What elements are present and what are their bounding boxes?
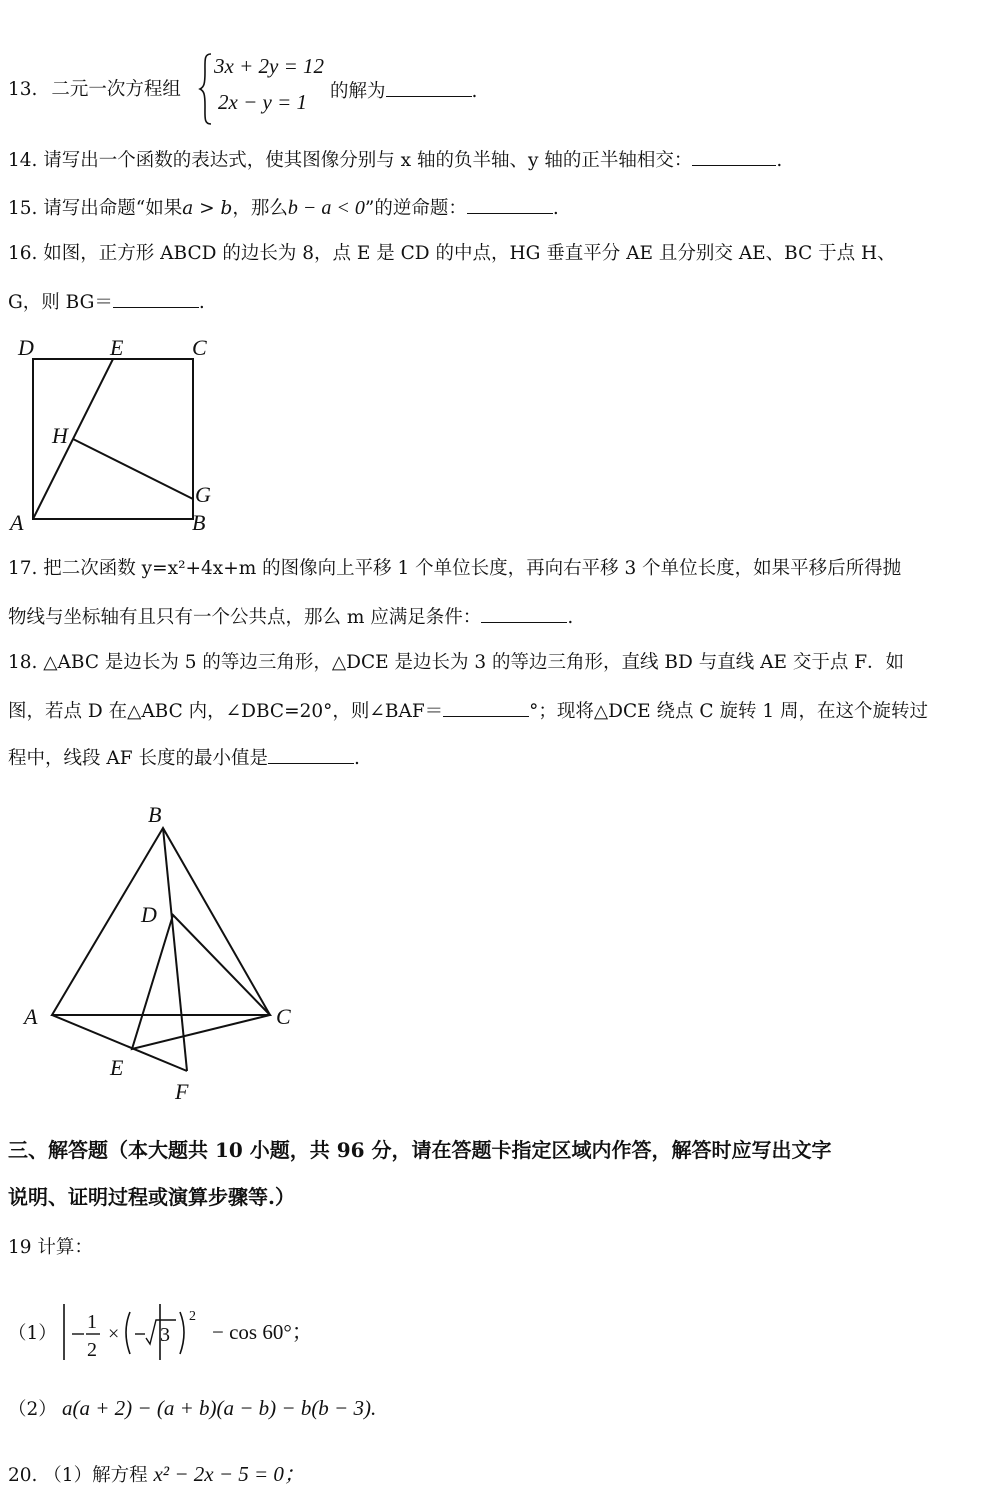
question-13 bbox=[8, 78, 181, 102]
equation-2: 2x − y = 1 bbox=[218, 90, 307, 114]
question-18-line-3 bbox=[8, 745, 360, 771]
label-b: B bbox=[148, 802, 162, 827]
svg-text:×: × bbox=[108, 1323, 120, 1345]
q20-expression: x² − 2x − 5 = 0； bbox=[153, 1462, 305, 1486]
q18-ask-1: 图，若点 D 在△ABC 内，∠DBC=20°，则∠BAF＝ bbox=[8, 701, 444, 722]
equation-system bbox=[198, 52, 338, 126]
q18-ask-2: °；现将△DCE 绕点 C 旋转 1 周，在这个旋转过 bbox=[529, 701, 928, 722]
q15-post: ”的逆命题： bbox=[364, 198, 467, 219]
q19-part-1-expression bbox=[58, 1298, 208, 1366]
q13-blank[interactable] bbox=[386, 78, 472, 97]
q15-end: . bbox=[552, 198, 559, 219]
section-3-heading-line-2: 说明、证明过程或演算步骤等.） bbox=[8, 1185, 295, 1209]
question-17-line-1: 17. 把二次函数 y=x²+4x+m 的图像向上平移 1 个单位长度，再向右平移 3 个单位长度，如果平移后所得抛 bbox=[8, 558, 902, 579]
q14-end: . bbox=[776, 150, 783, 171]
square-figure bbox=[0, 330, 240, 540]
label-e: E bbox=[110, 1055, 124, 1080]
q18-ask-3: 程中，线段 AF 长度的最小值是 bbox=[8, 748, 268, 769]
left-brace-icon bbox=[198, 52, 214, 126]
question-16-line-2 bbox=[8, 289, 205, 315]
section-3-heading-line-1: 三、解答题（本大题共 10 小题，共 96 分，请在答题卡指定区域内作答，解答时应写出文字 bbox=[8, 1138, 832, 1162]
q15-blank[interactable] bbox=[467, 195, 553, 214]
triangle-figure bbox=[0, 795, 340, 1110]
q19-part-1-label: （1） bbox=[8, 1323, 57, 1344]
q16-end: . bbox=[198, 292, 205, 313]
q16-ask: G，则 BG＝ bbox=[8, 292, 113, 313]
question-18-line-2 bbox=[8, 698, 928, 724]
label-f: F bbox=[175, 1079, 189, 1104]
q17-end: . bbox=[567, 607, 574, 628]
q15-conclusion: b − a < 0 bbox=[287, 197, 365, 219]
q15-pre: 15. 请写出命题“如果 bbox=[8, 198, 183, 219]
q13-text: 二元一次方程组 bbox=[51, 79, 181, 100]
q19-part-2-expression: a(a + 2) − (a + b)(a − b) − b(b − 3). bbox=[62, 1396, 377, 1420]
q13-after: 的解为 bbox=[330, 81, 386, 102]
q14-blank[interactable] bbox=[692, 147, 776, 166]
q17-blank[interactable] bbox=[481, 604, 567, 623]
q18-blank-2[interactable] bbox=[268, 745, 354, 764]
question-18-line-1: 18. △ABC 是边长为 5 的等边三角形，△DCE 是边长为 3 的等边三角形，直线 BD 与直线 AE 交于点 F．如 bbox=[8, 652, 905, 673]
label-a: A bbox=[24, 1004, 38, 1029]
q19-part-2-label: （2） bbox=[8, 1399, 57, 1420]
question-14 bbox=[8, 147, 782, 173]
triangle-abc bbox=[52, 828, 270, 1015]
question-19-head: 19 计算： bbox=[8, 1237, 93, 1258]
svg-text:2: 2 bbox=[189, 1309, 196, 1324]
q13-end: . bbox=[471, 81, 478, 102]
svg-text:1: 1 bbox=[87, 1311, 97, 1333]
question-17-line-2 bbox=[8, 604, 573, 630]
q17-ask: 物线与坐标轴有且只有一个公共点，那么 m 应满足条件： bbox=[8, 607, 482, 628]
question-15 bbox=[8, 195, 559, 221]
label-d: D bbox=[18, 335, 34, 360]
q15-condition: a > b bbox=[182, 198, 233, 219]
question-16-line-1: 16. 如图，正方形 ABCD 的边长为 8，点 E 是 CD 的中点，HG 垂直平分 AE 且分别交 AE、BC 于点 H、 bbox=[8, 243, 896, 264]
label-c: C bbox=[192, 335, 207, 360]
segment-hg bbox=[73, 439, 193, 499]
q13-answer-line bbox=[330, 78, 477, 104]
q14-text: 14. 请写出一个函数的表达式，使其图像分别与 x 轴的负半轴、y 轴的正半轴相交： bbox=[8, 150, 693, 171]
q18-blank-1[interactable] bbox=[443, 698, 529, 717]
question-20 bbox=[8, 1462, 305, 1488]
svg-text:3: 3 bbox=[160, 1324, 170, 1346]
label-d: D bbox=[141, 902, 157, 927]
q20-head: 20. （1）解方程 bbox=[8, 1465, 148, 1486]
q19-part-1-tail: − cos 60°； bbox=[212, 1320, 313, 1344]
q15-mid: ，那么 bbox=[232, 198, 288, 219]
svg-text:2: 2 bbox=[87, 1339, 97, 1361]
label-h: H bbox=[52, 423, 68, 448]
label-g: G bbox=[195, 482, 211, 507]
triangle-dce bbox=[132, 915, 270, 1049]
label-c: C bbox=[276, 1004, 291, 1029]
q18-end: . bbox=[353, 748, 360, 769]
label-e: E bbox=[110, 335, 124, 360]
q16-blank[interactable] bbox=[113, 289, 199, 308]
q13-number: 13. bbox=[8, 79, 38, 100]
label-a: A bbox=[10, 510, 24, 535]
equation-1: 3x + 2y = 12 bbox=[214, 54, 324, 78]
label-b: B bbox=[192, 510, 206, 535]
